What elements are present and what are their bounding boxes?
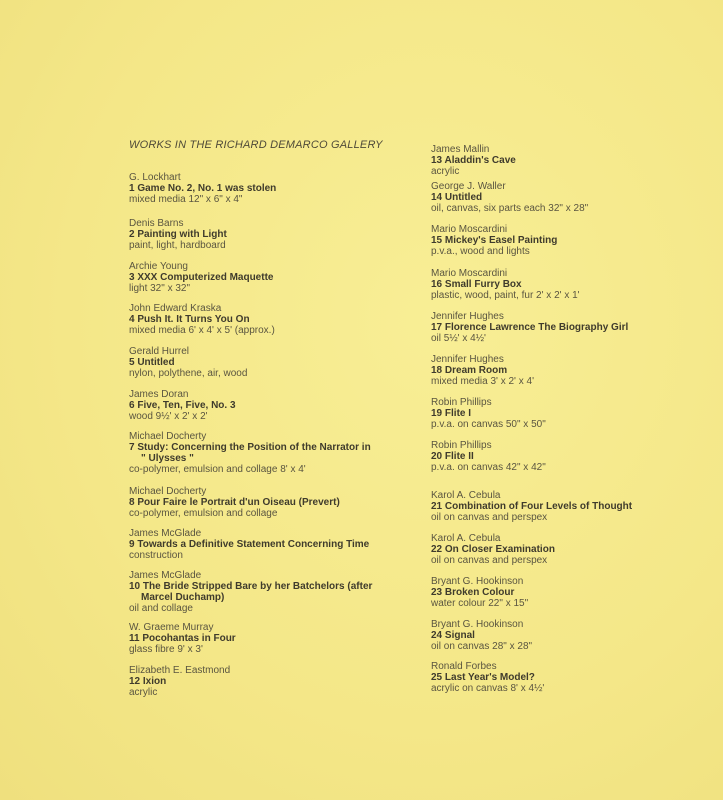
entry-title-continued: " Ulysses ": [141, 453, 194, 464]
entry-title: 17 Florence Lawrence The Biography Girl: [431, 322, 629, 333]
catalogue-entry: [431, 397, 546, 430]
entry-medium: wood 9½' x 2' x 2': [129, 411, 208, 422]
entry-title: 3 XXX Computerized Maquette: [129, 272, 274, 283]
catalogue-entry: [129, 346, 247, 379]
catalogue-entry: [129, 303, 275, 336]
entry-medium: co-polymer, emulsion and collage 8' x 4': [129, 464, 306, 475]
entry-title: 14 Untitled: [431, 192, 483, 203]
entry-medium: mixed media 3' x 2' x 4': [431, 376, 534, 387]
catalogue-entry: [129, 528, 369, 561]
catalogue-entry: [431, 661, 544, 694]
entry-artist: Mario Moscardini: [431, 268, 508, 279]
entry-artist: James McGlade: [129, 570, 202, 581]
entry-medium: plastic, wood, paint, fur 2' x 2' x 1': [431, 290, 580, 301]
catalogue-entry: [129, 665, 230, 698]
entry-artist: Michael Docherty: [129, 486, 207, 497]
catalogue-entry: [129, 431, 371, 475]
catalogue-entry: [431, 490, 632, 523]
entry-artist: James Mallin: [431, 144, 490, 155]
catalogue-entry: [129, 389, 236, 422]
entry-medium: oil, canvas, six parts each 32" x 28": [431, 203, 589, 214]
catalogue-entry: [431, 440, 546, 473]
entry-title: 13 Aladdin's Cave: [431, 155, 516, 166]
catalogue-entry: [129, 486, 340, 519]
entry-artist: W. Graeme Murray: [129, 622, 214, 633]
entry-title: 24 Signal: [431, 630, 475, 641]
catalogue-entry: [431, 619, 532, 652]
entry-title: 10 The Bride Stripped Bare by her Batchelors (after: [129, 581, 373, 592]
entry-medium: acrylic: [129, 687, 158, 698]
entry-title: 5 Untitled: [129, 357, 175, 368]
entry-artist: Elizabeth E. Eastmond: [129, 665, 231, 676]
entry-artist: Michael Docherty: [129, 431, 207, 442]
entry-title: 15 Mickey's Easel Painting: [431, 235, 558, 246]
entry-medium: mixed media 12" x 6" x 4": [129, 194, 243, 205]
entry-title: 11 Pocohantas in Four: [129, 633, 236, 644]
entry-title: 23 Broken Colour: [431, 587, 515, 598]
entry-artist: Robin Phillips: [431, 440, 492, 451]
entry-medium: acrylic on canvas 8' x 4½': [431, 683, 545, 694]
entry-artist: John Edward Kraska: [129, 303, 222, 314]
entry-title: 19 Flite I: [431, 408, 472, 419]
entry-title: 7 Study: Concerning the Position of the Narrator in: [129, 442, 371, 453]
entry-artist: Jennifer Hughes: [431, 311, 504, 322]
catalogue-entry: [431, 354, 534, 387]
catalogue-entry: [129, 218, 227, 251]
entry-medium: oil 5½' x 4½': [431, 333, 486, 344]
entry-medium: water colour 22" x 15": [431, 598, 529, 609]
entry-artist: Robin Phillips: [431, 397, 492, 408]
catalogue-entry: [129, 172, 276, 205]
entry-artist: Ronald Forbes: [431, 661, 497, 672]
entry-medium: mixed media 6' x 4' x 5' (approx.): [129, 325, 275, 336]
catalogue-entry: [431, 576, 528, 609]
entry-medium: p.v.a. on canvas 50" x 50": [431, 419, 546, 430]
entry-title: 21 Combination of Four Levels of Thought: [431, 501, 633, 512]
entry-medium: light 32" x 32": [129, 283, 191, 294]
entry-artist: Bryant G. Hookinson: [431, 619, 524, 630]
entry-medium: p.v.a. on canvas 42" x 42": [431, 462, 546, 473]
catalogue-entry: [129, 261, 273, 294]
entry-medium: construction: [129, 550, 183, 561]
entry-artist: Karol A. Cebula: [431, 490, 501, 501]
entry-artist: Mario Moscardini: [431, 224, 508, 235]
catalogue-entry: [431, 268, 580, 301]
entry-medium: oil on canvas and perspex: [431, 512, 548, 523]
entry-medium: co-polymer, emulsion and collage: [129, 508, 278, 519]
entry-title: 18 Dream Room: [431, 365, 508, 376]
entry-medium: paint, light, hardboard: [129, 240, 226, 251]
entry-title: 2 Painting with Light: [129, 229, 227, 240]
catalogue-entry: [129, 622, 236, 655]
entry-artist: Karol A. Cebula: [431, 533, 501, 544]
page-heading: WORKS IN THE RICHARD DEMARCO GALLERY: [129, 139, 383, 151]
entry-title: 20 Flite II: [431, 451, 474, 462]
catalogue-entry: [431, 533, 555, 566]
entry-artist: Denis Barns: [129, 218, 184, 229]
entry-medium: oil on canvas and perspex: [431, 555, 548, 566]
entry-title: 25 Last Year's Model?: [431, 672, 535, 683]
entry-title: 1 Game No. 2, No. 1 was stolen: [129, 183, 277, 194]
entry-artist: Gerald Hurrel: [129, 346, 190, 357]
entry-title: 12 Ixion: [129, 676, 167, 687]
entry-title: 6 Five, Ten, Five, No. 3: [129, 400, 236, 411]
entry-title: 8 Pour Faire le Portrait d'un Oiseau (Prevert): [129, 497, 340, 508]
catalogue-entry: [431, 224, 557, 257]
entry-artist: Jennifer Hughes: [431, 354, 504, 365]
entry-artist: Bryant G. Hookinson: [431, 576, 524, 587]
catalogue-entry: [431, 181, 588, 214]
entry-artist: James Doran: [129, 389, 189, 400]
entry-artist: James McGlade: [129, 528, 202, 539]
catalogue-entry: [431, 311, 628, 344]
entry-medium: oil on canvas 28" x 28": [431, 641, 533, 652]
entry-medium: glass fibre 9' x 3': [129, 644, 203, 655]
entry-artist: G. Lockhart: [129, 172, 181, 183]
catalogue-entry: [431, 144, 516, 177]
entry-title: 16 Small Furry Box: [431, 279, 522, 290]
entry-artist: Archie Young: [129, 261, 188, 272]
entry-title-continued: Marcel Duchamp): [141, 592, 225, 603]
entry-medium: nylon, polythene, air, wood: [129, 368, 248, 379]
catalogue-entry: [129, 570, 372, 614]
entry-artist: George J. Waller: [431, 181, 506, 192]
entry-title: 22 On Closer Examination: [431, 544, 555, 555]
entry-medium: p.v.a., wood and lights: [431, 246, 530, 257]
entry-medium: oil and collage: [129, 603, 193, 614]
entry-title: 4 Push It. It Turns You On: [129, 314, 250, 325]
entry-medium: acrylic: [431, 166, 460, 177]
entry-title: 9 Towards a Definitive Statement Concerning Time: [129, 539, 370, 550]
